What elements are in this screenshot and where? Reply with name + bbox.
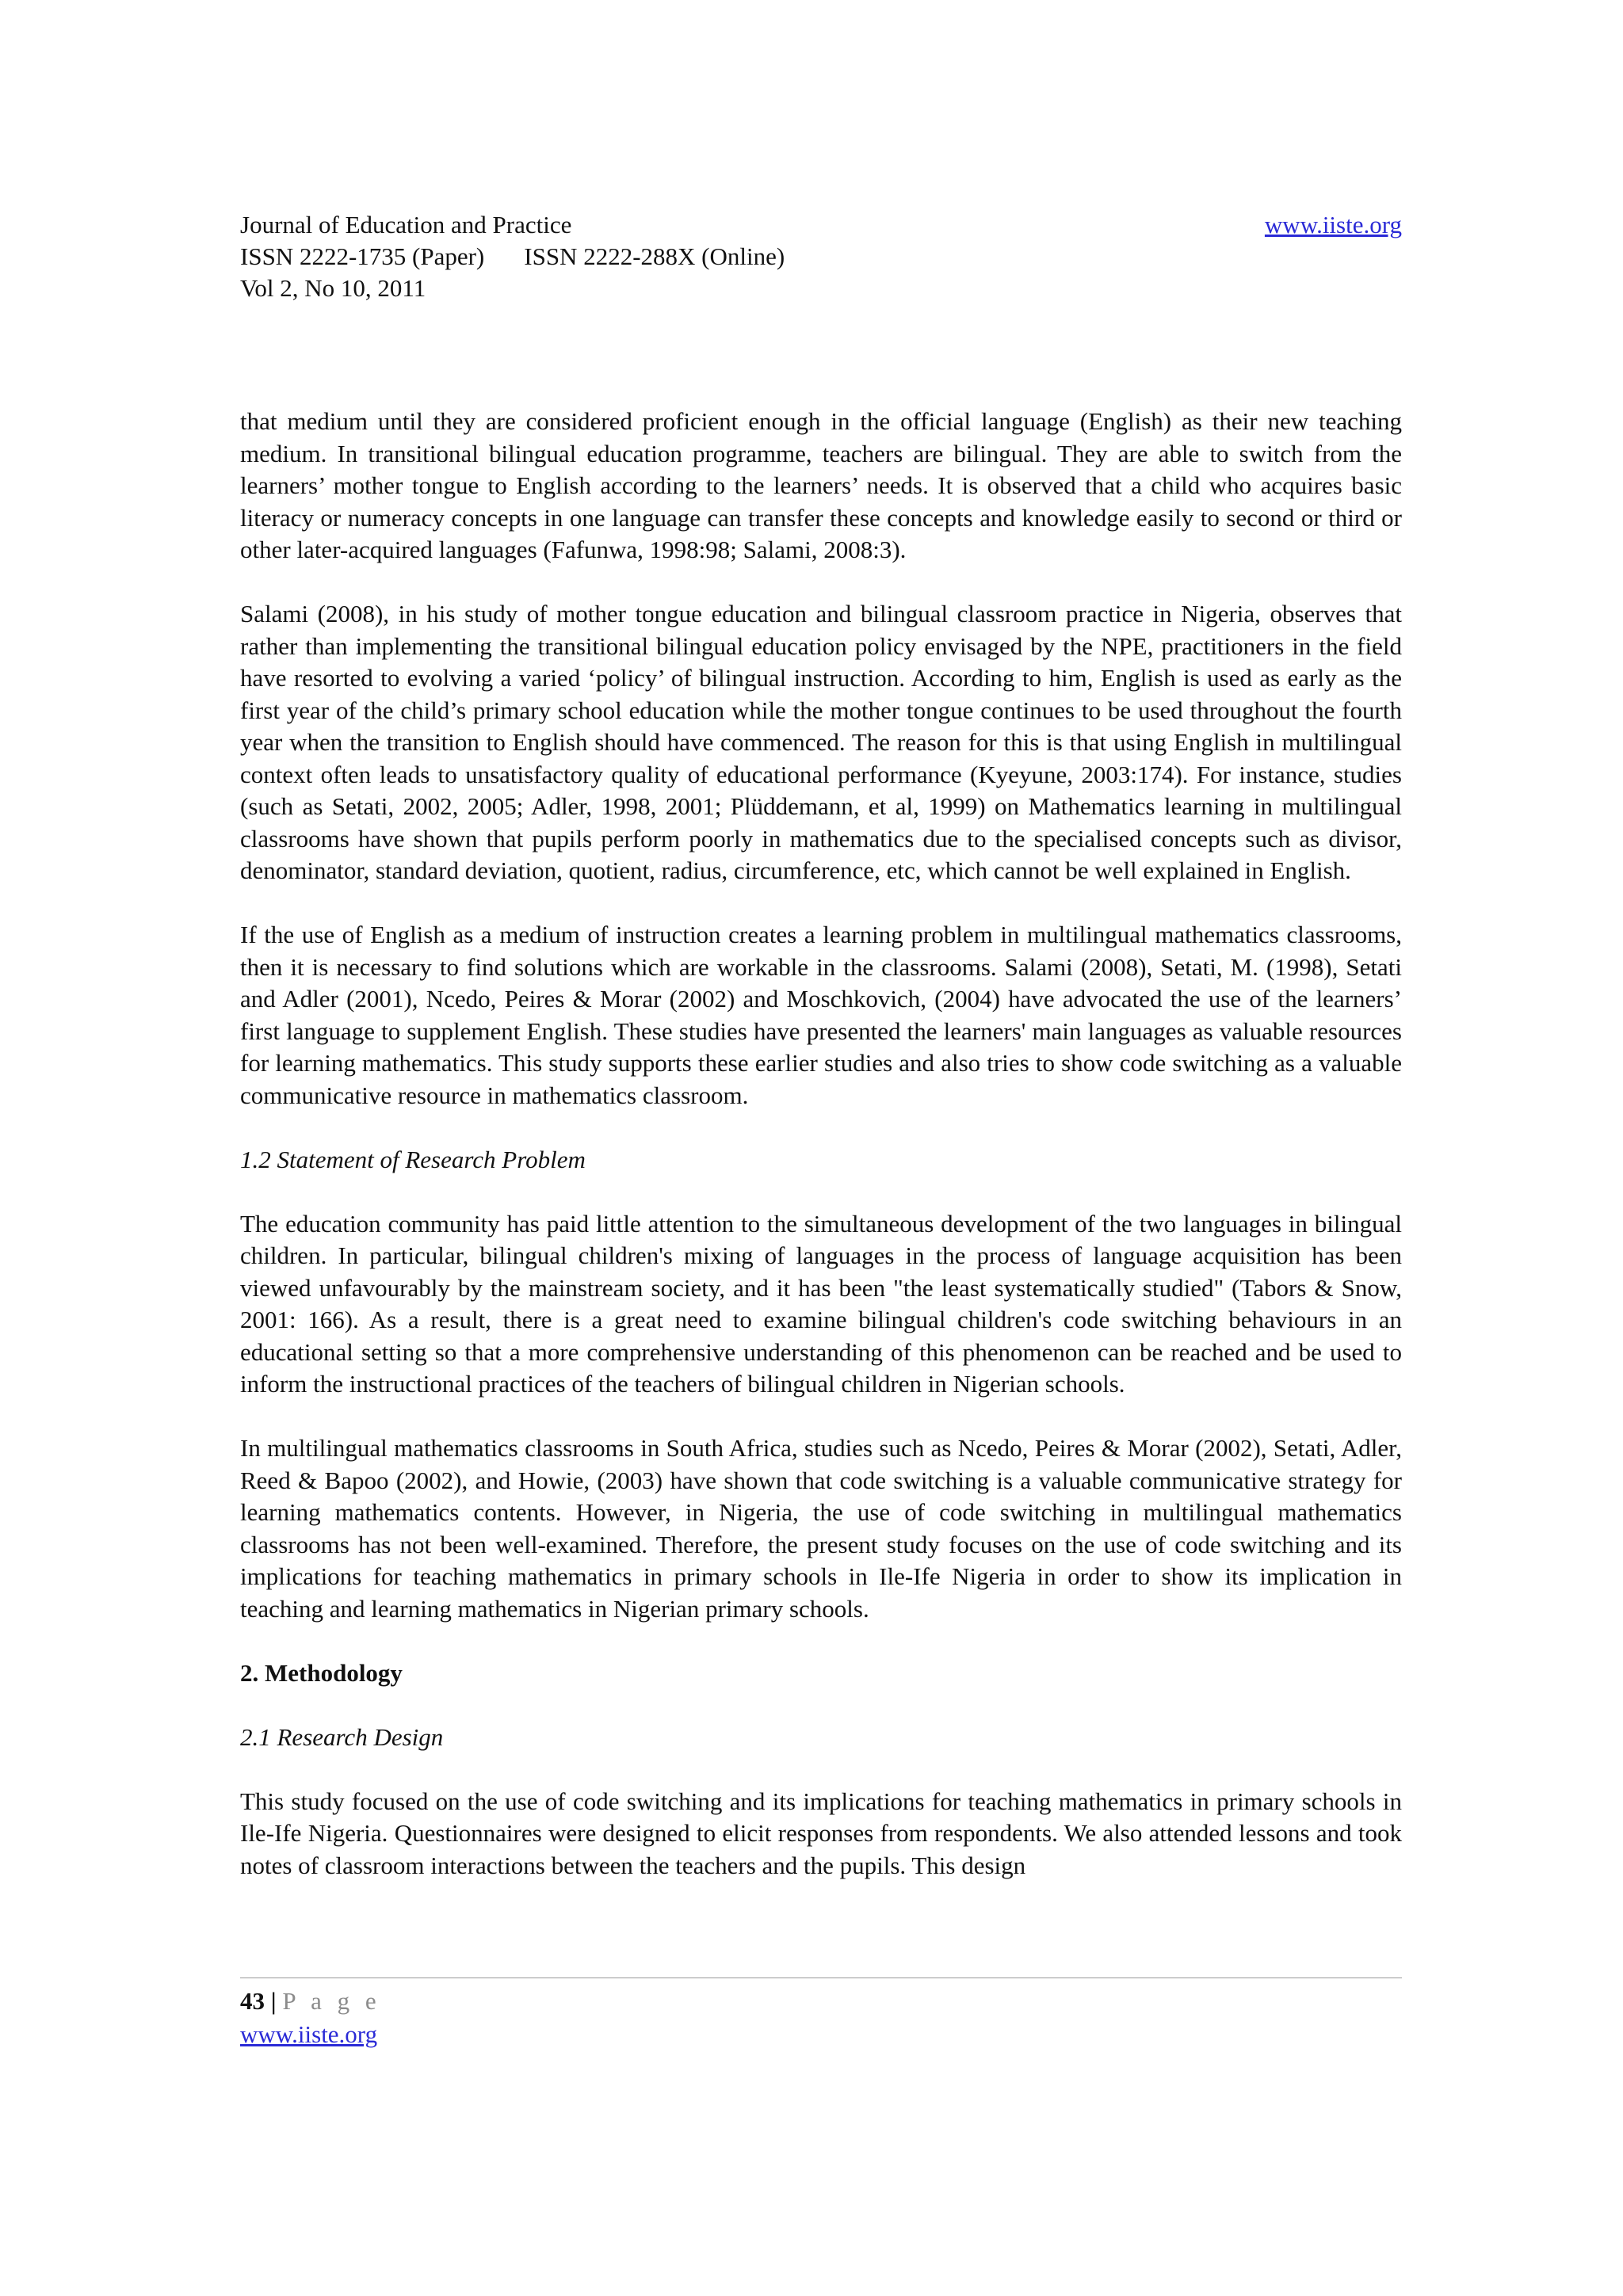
journal-header <box>240 209 1402 304</box>
page-separator: | <box>270 1987 277 2015</box>
section-heading-1-2: 1.2 Statement of Research Problem <box>240 1145 586 1173</box>
journal-title: Journal of Education and Practice <box>240 211 572 238</box>
issn-paper: ISSN 2222-1735 (Paper) <box>240 242 485 270</box>
page-label: P a g e <box>282 1987 381 2015</box>
header-top-row <box>240 209 1402 241</box>
section-heading-2: 2. Methodology <box>240 1658 403 1687</box>
page-number: 43 <box>240 1987 265 2015</box>
paragraph-2: Salami (2008), in his study of mother tongue education and bilingual classroom practice in Nigeria, observes that rather than implementing the transitional bilingual education policy envisaged by the NPE, practitioners in the field have resorted to evolving a varied ‘policy’ of bilingual instruction. According to him, English is used as early as the first year of the child’s primary school education while the mother tongue continues to be used throughout the fourth year when the transition to English should have commenced. The reason for this is that using English in multilingual context often leads to unsatisfactory quality of educational performance (Kyeyune, 2003:174). For instance, studies (such as Setati, 2002, 2005; Adler, 1998, 2001; Plüddemann, et al, 1999) on Mathematics learning in multilingual classrooms have shown that pupils perform poorly in mathematics due to the specialised concepts such as divisor, denominator, standard deviation, quotient, radius, circumference, etc, which cannot be well explained in English. <box>240 600 1402 884</box>
volume-line: Vol 2, No 10, 2011 <box>240 274 426 302</box>
issn-line <box>240 241 1402 273</box>
paragraph-4: The education community has paid little attention to the simultaneous development of the two languages in bilingual children. In particular, bilingual children's mixing of languages in the process of language acquisition has been viewed unfavourably by the mainstream society, and it has been "the least systematically studied" (Tabors & Snow, 2001: 166). As a result, there is a great need to examine bilingual children's code switching behaviours in an educational setting so that a more comprehensive understanding of this phenomenon can be reached and be used to inform the instructional practices of the teachers of bilingual children in Nigerian schools. <box>240 1209 1402 1398</box>
header-website-link[interactable]: www.iiste.org <box>1264 211 1402 238</box>
paragraph-3: If the use of English as a medium of instruction creates a learning problem in multilingual mathematics classrooms, then it is necessary to find solutions which are workable in the classrooms. Salami (2008), Setati, M. (1998), Setati and Adler (2001), Ncedo, Peires & Morar (2002) and Moschkovich, (2004) have advocated the use of the learners’ first language to supplement English. These studies have presented the learners' main languages as valuable resources for learning mathematics. This study supports these earlier studies and also tries to show code switching as a valuable communicative resource in mathematics classroom. <box>240 921 1402 1109</box>
section-heading-2-1: 2.1 Research Design <box>240 1722 444 1751</box>
page-number-line <box>240 1985 381 2017</box>
footer-website-link[interactable]: www.iiste.org <box>240 2020 378 2048</box>
paragraph-6: This study focused on the use of code switching and its implications for teaching mathematics in primary schools in Ile-Ife Nigeria. Questionnaires were designed to elicit responses from respondents. We also attended lessons and took notes of classroom interactions between the teachers and the pupils. This design <box>240 1787 1402 1879</box>
issn-online: ISSN 2222-288X (Online) <box>524 242 785 270</box>
article-body <box>240 406 1402 1914</box>
paragraph-1: that medium until they are considered proficient enough in the official language (English) as their new teaching medium. In transitional bilingual education programme, teachers are bilingual. They are able to switch from the learners’ mother tongue to English according to the learners’ needs. It is observed that a child who acquires basic literacy or numeracy concepts in one language can transfer these concepts and knowledge easily to second or third or other later-acquired languages (Fafunwa, 1998:98; Salami, 2008:3). <box>240 407 1402 563</box>
paragraph-5: In multilingual mathematics classrooms in South Africa, studies such as Ncedo, Peires & Morar (2002), Setati, Adler, Reed & Bapoo (2002), and Howie, (2003) have shown that code switching is a valuable communicative strategy for learning mathematics contents. However, in Nigeria, the use of code switching in multilingual mathematics classrooms has not been well-examined. Therefore, the present study focuses on the use of code switching and its implications for teaching mathematics in primary schools in Ile-Ife Nigeria in order to show its implication in teaching and learning mathematics in Nigerian primary schools. <box>240 1434 1402 1623</box>
